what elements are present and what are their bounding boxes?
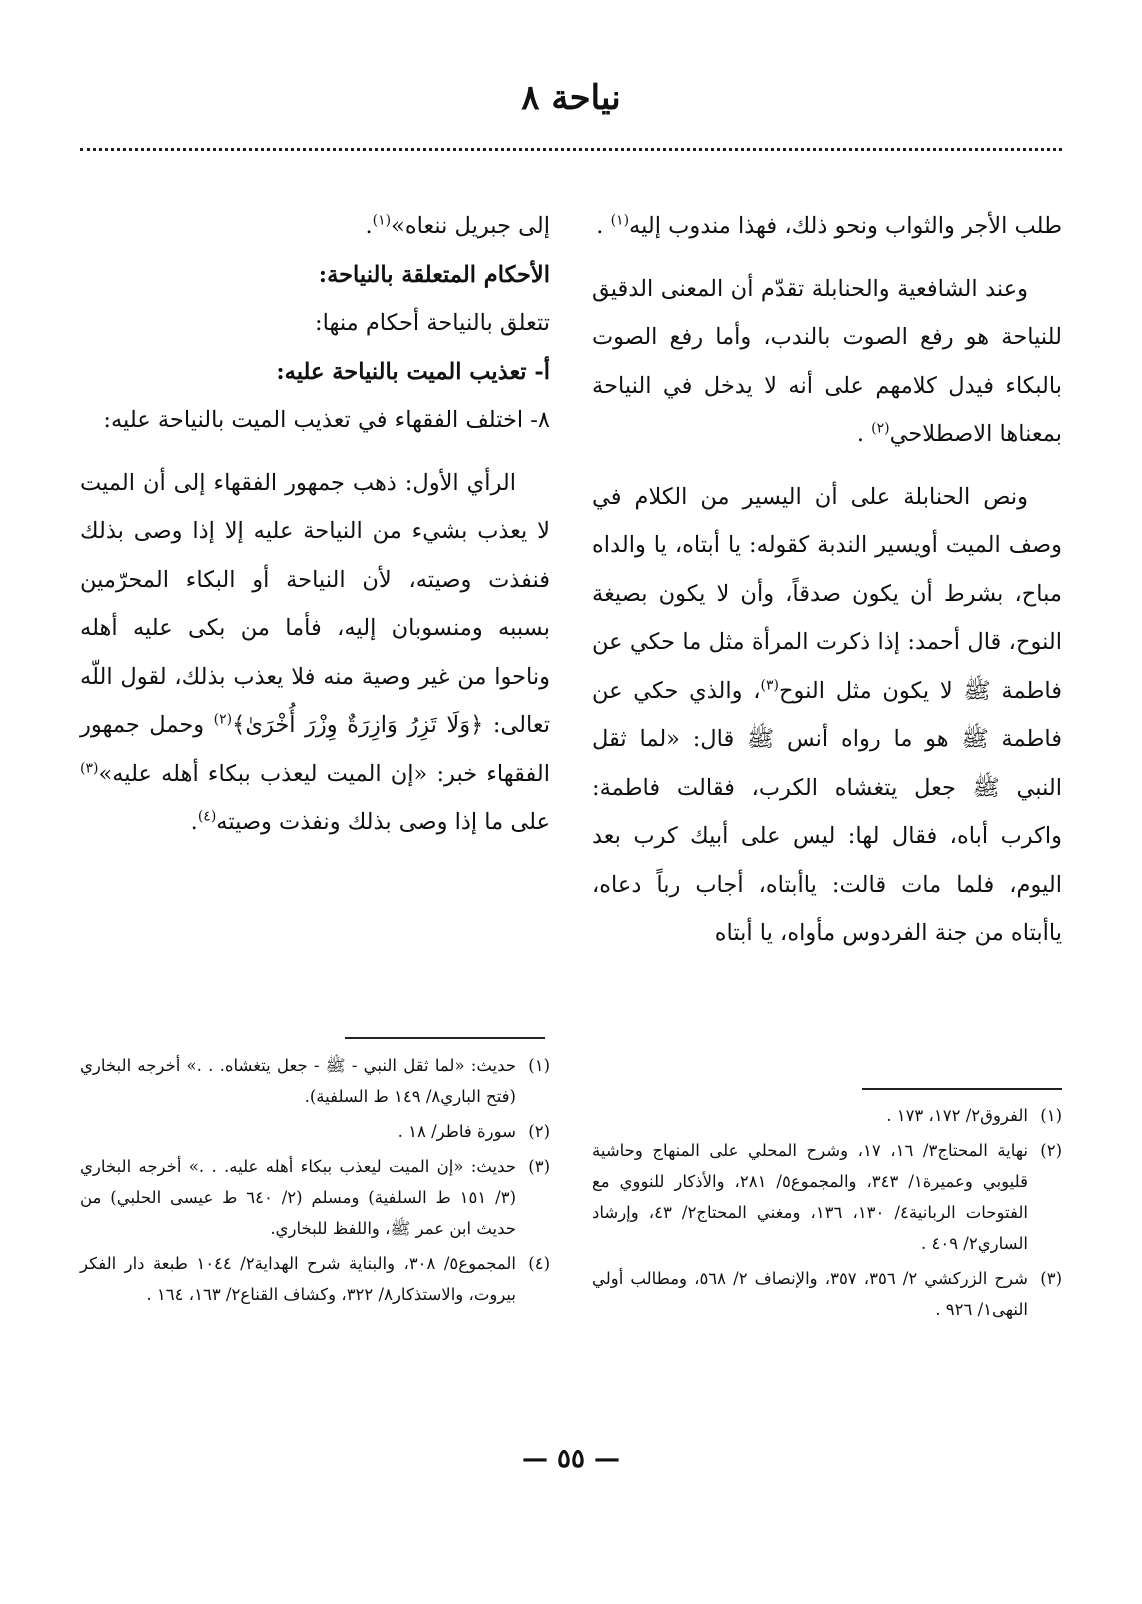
section-heading: الأحكام المتعلقة بالنياحة:	[318, 261, 550, 288]
footnote-ref: (٢)	[871, 420, 890, 437]
footnote-number: (٢)	[1040, 1141, 1062, 1160]
footnotes-right	[592, 1100, 1062, 1329]
left-p4-end: .	[190, 809, 198, 835]
right-p2-end: .	[856, 421, 872, 447]
left-p4b-text: وحمل جمهور الفقهاء خبر: «إن الميت ليعذب ببكاء أهله عليه»	[80, 712, 550, 787]
footnote-item	[592, 1100, 1062, 1131]
footnote-separator-left	[345, 1037, 545, 1039]
left-paragraph-4	[80, 459, 550, 847]
left-column	[80, 202, 550, 847]
right-p1-text: طلب الأجر والثواب ونحو ذلك، فهذا مندوب إليه	[629, 213, 1062, 239]
right-column	[592, 202, 1062, 958]
footnote-number: (٣)	[1040, 1269, 1062, 1288]
footnote-number: (٣)	[528, 1157, 550, 1176]
footnote-item	[592, 1263, 1062, 1325]
footnote-number: (١)	[1040, 1106, 1062, 1125]
right-p1-end: .	[596, 213, 611, 239]
footnote-item	[80, 1050, 550, 1112]
footnote-item	[80, 1116, 550, 1147]
header-dotted-rule	[80, 148, 1062, 151]
footnote-text: نهاية المحتاج٣/ ١٦، ١٧، وشرح المحلي على المنهاج وحاشية قليوبي وعميرة١/ ٣٤٣، والمجموع٥/ ٢٨١، والأذكار للنووي مع الفتوحات الربانية٤/ ١٣٠، ١٣٦، ومغني المحتاج٢/ ٤٣، وإرشاد الساري٢/ ٤٠٩ .	[592, 1141, 1029, 1253]
left-paragraph-3: ٨- اختلف الفقهاء في تعذيب الميت بالنياحة عليه:	[103, 407, 550, 433]
right-p2-text: وعند الشافعية والحنابلة تقدّم أن المعنى الدقيق للنياحة هو رفع الصوت بالندب، وأما رفع الصوت بالبكاء فيدل كلامهم على أنه لا يدخل في النياحة بمعناها الاصطلاحي	[592, 275, 1062, 447]
right-paragraph-3	[592, 473, 1062, 958]
footnote-text: شرح الزركشي ٢/ ٣٥٦، ٣٥٧، والإنصاف ٢/ ٥٦٨، ومطالب أولي النهى١/ ٩٢٦ .	[592, 1269, 1028, 1319]
footnote-ref: (٤)	[197, 808, 217, 825]
right-paragraph-2	[592, 265, 1062, 459]
footnote-text: سورة فاطر/ ١٨ .	[397, 1122, 516, 1141]
footnote-separator-right	[862, 1088, 1062, 1090]
footnote-item	[592, 1135, 1062, 1259]
footnote-ref: (٣)	[760, 677, 779, 693]
footnote-number: (٢)	[528, 1122, 550, 1141]
page-number: — ٥٥ —	[521, 1444, 621, 1474]
page-title: نياحة ٨	[521, 78, 621, 118]
right-p3b-text: ، والذي حكي عن فاطمة ﷺ هو ما رواه أنس ﷺ قال: «لما ثقل النبي ﷺ جعل يتغشاه الكرب، فقالت فاطمة: واكرب أباه، فقال لها: ليس على أبيك كرب بعد اليوم، فلما مات قالت: ياأبتاه، أجاب رباً دعاه، ياأبتاه من جنة الفردوس مأواه، يا أبتاه	[592, 677, 1062, 946]
subsection-heading: أ- تعذيب الميت بالنياحة عليه:	[276, 358, 550, 385]
footnote-ref: (١)	[372, 212, 392, 229]
footnote-item	[80, 1248, 550, 1310]
left-paragraph-2: تتعلق بالنياحة أحكام منها:	[315, 310, 550, 336]
left-p1-end: .	[365, 213, 373, 239]
footnote-text: حديث: «إن الميت ليعذب ببكاء أهله عليه. . .» أخرجه البخاري (٣/ ١٥١ ط السلفية) ومسلم (٢/ ٦٤٠ ط عيسى الحلبي) من حديث ابن عمر ﷺ، واللفظ للبخاري.	[80, 1157, 516, 1238]
footnote-text: حديث: «لما ثقل النبي - ﷺ - جعل يتغشاه. . .» أخرجه البخاري (فتح الباري٨/ ١٤٩ ط السلفية).	[80, 1056, 516, 1106]
footnotes-left	[80, 1050, 550, 1314]
left-p1-text: إلى جبريل ننعاه»	[391, 213, 550, 239]
footnote-text: الفروق٢/ ١٧٢، ١٧٣ .	[886, 1106, 1028, 1125]
left-p4a-text: الرأي الأول: ذهب جمهور الفقهاء إلى أن الميت لا يعذب بشيء من النياحة عليه إلا إذا وصى بذلك فنفذت وصيته، لأن النياحة أو البكاء المحرّمين بسببه ومنسوبان إليه، فأما من بكى عليه أهله وناحوا من غير وصية منه فلا يعذب بذلك، لقول اللّه تعالى: ﴿وَلَا تَزِرُ وَازِرَةٌ وِزْرَ أُخْرَىٰ﴾	[80, 469, 550, 738]
left-p4c-text: على ما إذا وصى بذلك ونفذت وصيته	[216, 809, 550, 835]
left-paragraph-1	[80, 202, 550, 251]
right-p3a-text: ونص الحنابلة على أن اليسير من الكلام في وصف الميت أويسير الندبة كقوله: يا أبتاه، يا والداه مباح، بشرط أن يكون صدقاً، وأن لا يكون بصيغة النوح، قال أحمد: إذا ذكرت المرأة مثل ما حكي عن فاطمة ﷺ لا يكون مثل النوح	[592, 483, 1062, 704]
footnote-number: (٤)	[528, 1254, 550, 1273]
footnote-number: (١)	[528, 1056, 550, 1075]
footnote-ref: (٢)	[213, 711, 233, 728]
footnote-item	[80, 1151, 550, 1244]
right-paragraph-1	[592, 202, 1062, 251]
footnote-ref: (١)	[610, 212, 630, 229]
footnote-text: المجموع٥/ ٣٠٨، والبناية شرح الهداية٢/ ١٠٤٤ طبعة دار الفكر بيروت، والاستذكار٨/ ٣٢٢، وكشاف القناع٢/ ١٦٣، ١٦٤ .	[80, 1254, 517, 1304]
footnote-ref: (٣)	[80, 760, 99, 776]
